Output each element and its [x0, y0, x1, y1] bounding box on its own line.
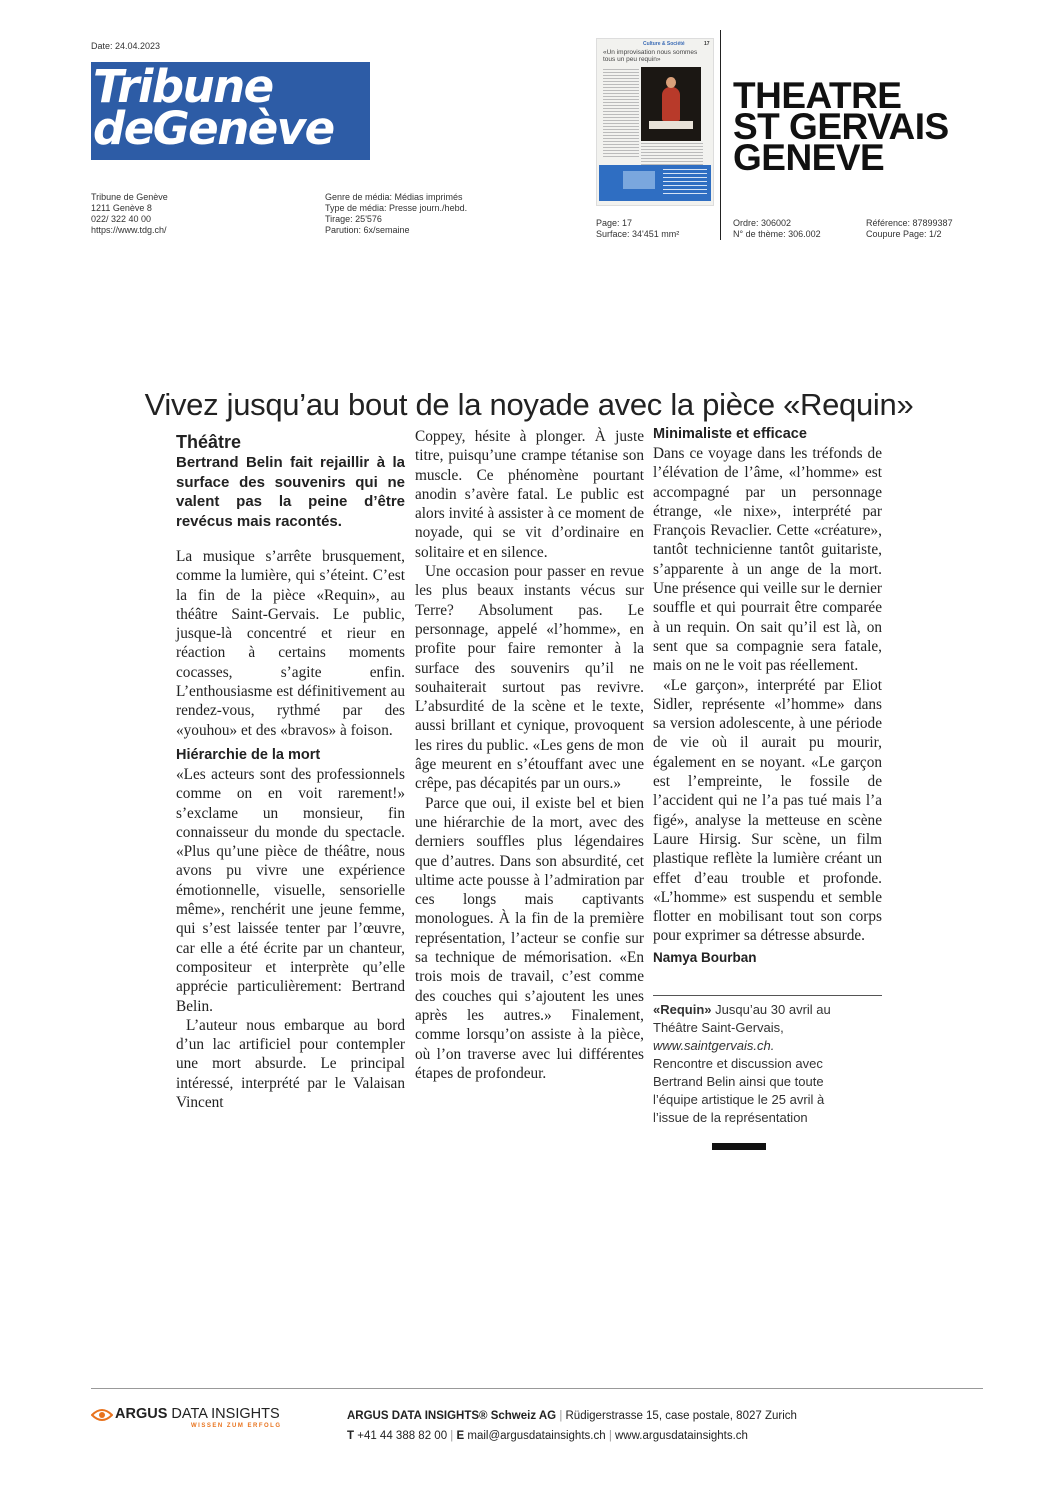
paragraph: L’auteur nous embarque au bord d’un lac artificiel pour contempler une mort absurde. Le principal intéressé, interprété par le Valaisan Vincent — [176, 1016, 405, 1112]
paragraph: «Le garçon», interprété par Eliot Sidler, représente «l’homme» dans sa version adolescente, à une période de vie où il aurait pu mourir, également en se noyant. «Le garçon est l’empreinte, le fossile de l’accident qui ne l’a pas tué mais l’a figé», analyse la metteuse en scène Laure Hirsig. Sur scène, un film plastique reflète la lumière créant un effet d’eau trouble et profonde. «L’homme» est suspendu et semble flotter en mobilisant tout son corps pour exprimer sa détresse absurde. — [653, 676, 882, 945]
order-number: Ordre: 306002 — [733, 218, 792, 228]
footer-address: Rüdigerstrasse 15, case postale, 8027 Zurich — [565, 1410, 797, 1422]
info-title: «Requin» — [653, 1002, 712, 1017]
info-text-2: Rencontre et discussion avec Bertrand Belin ainsi que toute l’équipe artistique le 25 avril à l’issue de la représentation — [653, 1056, 825, 1125]
subheading-minimaliste: Minimaliste et efficace — [653, 426, 807, 442]
tribune-de-geneve-logo — [91, 62, 370, 160]
subheading-hierarchie: Hiérarchie de la mort — [176, 746, 321, 763]
coupure-page: Coupure Page: 1/2 — [866, 229, 942, 239]
thumb-photo — [641, 67, 701, 141]
info-divider — [653, 995, 882, 996]
article-headline: Vivez jusqu’au bout de la noyade avec la pièce «Requin» — [144, 387, 914, 422]
article-column-3 — [653, 425, 882, 967]
thumb-photo-legs — [649, 121, 693, 129]
article-lead: Bertrand Belin fait rejaillir à la surface des souvenirs qui ne valent pas la peine d’être revécus mais racontés. — [176, 454, 405, 530]
thumb-photo-figure — [662, 87, 680, 121]
thumb-section: Culture & Société — [643, 41, 685, 47]
argus-wordmark-rest: DATA INSIGHTS — [167, 1406, 280, 1422]
argus-wordmark — [115, 1406, 280, 1422]
paragraph: Coppey, hésite à plonger. À juste titre, puisqu’une crampe tétanise son muscle. Ce phénomène pourtant anodin s’avère fatal. Le public est alors invité à assister à ce moment de noyade, qui se vit d’ordinaire en solitaire et en silence. — [415, 428, 644, 561]
article-column-1 — [176, 431, 405, 1112]
argus-wordmark-bold: ARGUS — [115, 1406, 168, 1422]
footer-phone[interactable]: +41 44 388 82 00 — [357, 1430, 448, 1442]
argus-tagline: WISSEN ZUM ERFOLG — [191, 1423, 282, 1429]
footer-line-1: ARGUS DATA INSIGHTS® Schweiz AG | Rüdigerstrasse 15, case postale, 8027 Zurich — [347, 1410, 797, 1422]
thumb-headline: «Un improvisation nous sommes tous un peu requin» — [603, 49, 698, 63]
order-info — [733, 218, 821, 240]
media-type: Type de média: Presse journ./hebd. — [325, 203, 468, 213]
paragraph: Une occasion pour passer en revue les plus beaux instants vécus sur Terre? Absolument pas. Le personnage, appelé «l’homme», en profite pour faire remonter à la surface des souvenirs qu’il ne souhaiterait surtout pas revivre. L’absurdité de la scène et le texte, aussi brillant et cynique, provoquent les rires du public. «Les gens de mon âge meurent en s’étouffant avec une crêpe, pas décapités par un ours.» — [415, 563, 644, 793]
thumb-page-number: 17 — [704, 41, 710, 47]
paragraph: Parce que oui, il existe bel et bien une hiérarchie de la mort, avec des derniers souffles plus légendaires que d’autres. Dans son absurdité, cet ultime acte pousse à l’admiration par ces longs mais captivants monologues. À la fin de la première représentation, l’acteur se confie sur sa technique de mémorisation. «En trois mois de travail, c’est comme des couches qui s’ajoutent les unes après les autres.» Finalement, comme lorsqu’on assiste à la pièce, où l’on traverse avec lui différentes étapes de profondeur. — [415, 794, 644, 1082]
footer-email[interactable]: mail@argusdatainsights.ch — [467, 1430, 606, 1442]
end-of-article-mark — [712, 1143, 766, 1150]
page-thumbnail — [596, 38, 714, 206]
header-divider — [720, 30, 721, 240]
event-infobox — [653, 1001, 863, 1127]
thumb-text-right — [641, 143, 703, 165]
thumb-ad-image — [623, 171, 655, 189]
media-tirage: Tirage: 25'576 — [325, 214, 382, 224]
media-info — [325, 192, 467, 236]
thumb-photo-head — [666, 77, 676, 88]
footer-phone-label: T — [347, 1430, 355, 1442]
article-kicker: Théâtre — [176, 432, 242, 452]
media-parution: Parution: 6x/semaine — [325, 225, 410, 235]
media-genre: Genre de média: Médias imprimés — [325, 192, 463, 202]
publisher-name: Tribune de Genève — [91, 192, 168, 202]
theme-number: N° de thème: 306.002 — [733, 229, 821, 239]
thumb-text-left — [603, 69, 639, 159]
logo-line-2: deGenève — [93, 102, 334, 155]
reference-info — [866, 218, 953, 240]
logo-line-1: Tribune — [93, 60, 273, 113]
article-author: Namya Bourban — [653, 949, 757, 965]
client-logo-line-1: THEATRE — [733, 75, 902, 116]
paragraph: Dans ce voyage dans les tréfonds de l’élévation de l’âme, «l’homme» est accompagné par un personnage étrange, «le nixe», interprété par François Revaclier. Cette «créature», tantôt technicienne tantôt guitariste, s’apparente à un ange de la mort. Une présence qui veille sur le dernier souffle et qui pourrait être comparée à un requin. On sait qu’il est là, on sent que sa compagnie sera fatale, mais on ne le voit pas réellement. — [653, 445, 882, 675]
info-text-1: Jusqu’au 30 avril au Théâtre Saint-Gervais, — [653, 1002, 831, 1035]
argus-eye-icon — [91, 1408, 113, 1422]
article-column-2 — [415, 427, 644, 1083]
reference-number: Référence: 87899387 — [866, 218, 953, 228]
thumb-ad-block — [599, 165, 711, 201]
publisher-phone: 022/ 322 40 00 — [91, 214, 152, 224]
publisher-city: 1211 Genève 8 — [91, 203, 152, 213]
page-info — [596, 218, 679, 240]
footer-company: ARGUS DATA INSIGHTS® Schweiz AG — [347, 1410, 557, 1422]
page-surface: Surface: 34'451 mm² — [596, 229, 680, 239]
paragraph: «Les acteurs sont des professionnels comme on en voit rarement!» s’exclame un monsieur, fin connaisseur du monde du spectacle. «Plus qu’une pièce de théâtre, nous avons pu vivre une expérience émotionnelle, visuelle, sensorielle même», renchérit une jeune femme, qui s’est laissée tenter par l’œuvre, car elle a été écrite par un chanteur, compositeur et interprète qu’elle apprécie particulièrement: Bertrand Belin. — [176, 765, 405, 1015]
footer-divider — [91, 1388, 983, 1389]
footer-email-label: E — [456, 1430, 465, 1442]
client-logo-line-3: GENEVE — [733, 137, 885, 178]
client-logo-line-2: ST GERVAIS — [733, 106, 949, 147]
footer-contact — [347, 1406, 797, 1446]
paragraph: La musique s’arrête brusquement, comme la lumière, qui s’éteint. C’est la fin de la pièce «Requin», au théâtre Saint-Gervais. Le public, jusque-là concentré et rieur en réaction à certains moments cocasses, s’agite enfin. L’enthousiasme est définitivement au rendez-vous, rythmé par des «youhou» et des «bravos» à foison. — [176, 548, 405, 739]
footer-website[interactable]: www.argusdatainsights.ch — [615, 1430, 748, 1442]
publisher-url: https://www.tdg.ch/ — [91, 225, 167, 235]
thumb-ad-text — [663, 169, 707, 195]
footer-line-2: T +41 44 388 82 00 | E mail@argusdatainsights.ch | www.argusdatainsights.ch — [347, 1430, 748, 1442]
page-number: Page: 17 — [596, 218, 633, 228]
clip-date: Date: 24.04.2023 — [91, 41, 161, 51]
theatre-st-gervais-logo — [733, 75, 949, 178]
info-url[interactable]: www.saintgervais.ch. — [653, 1038, 775, 1053]
publisher-info — [91, 192, 168, 236]
